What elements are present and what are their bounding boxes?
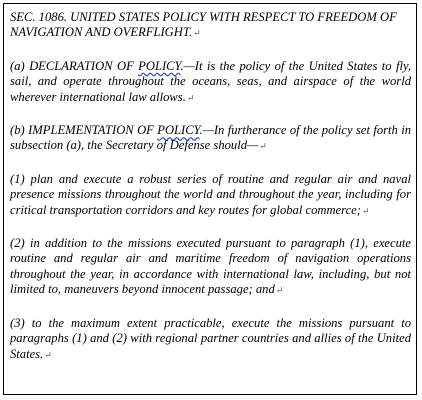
document-frame xyxy=(3,3,417,395)
paragraph-mark-icon: ↵ xyxy=(361,205,370,216)
subsection-b xyxy=(10,123,411,155)
subsection-a-dash: .— xyxy=(180,58,195,73)
subsection-a-text: It is the policy of the United States to fly, sail, and operate throughout the oceans, seas, and airspace of the world wherever international law allows. xyxy=(10,58,411,104)
paragraph-mark-icon: ↵ xyxy=(275,285,284,296)
subsection-b-lead: (b) IMPLEMENTATION OF xyxy=(10,123,158,138)
subsection-a-lead: (a) DECLARATION OF xyxy=(10,58,139,73)
subsection-a-term: POLICY xyxy=(138,58,181,73)
paragraph-mark-icon: ↵ xyxy=(186,92,195,103)
paragraph-mark-icon: ↵ xyxy=(44,349,52,360)
paragraph-2 xyxy=(10,236,411,299)
subsection-a xyxy=(10,59,411,106)
section-heading-text: SEC. 1086. UNITED STATES POLICY WITH RESPECT TO FREEDOM OF NAVIGATION AND OVERFLIGHT. xyxy=(10,10,397,40)
paragraph-3-text: (3) to the maximum extent practicable, execute the missions pursuant to paragraphs (1) and (2) with regional partner countries and allies of the United States. xyxy=(10,315,411,361)
paragraph-2-text: (2) in addition to the missions executed pursuant to paragraph (1), execute routine and regular air and maritime freedom of navigation operations throughout the year, in accordance with international law, including, but not limited to, maneuvers beyond innocent passage; and xyxy=(10,236,411,297)
paragraph-mark-icon: ↵ xyxy=(259,141,267,152)
subsection-b-text: In furtherance of the policy set forth in subsection (a), the Secretary of Defense should— xyxy=(10,123,411,153)
paragraph-1 xyxy=(10,172,411,219)
paragraph-3 xyxy=(10,316,411,363)
subsection-b-term: POLICY xyxy=(157,123,200,138)
subsection-b-dash: .— xyxy=(199,123,214,138)
paragraph-mark-icon: ↵ xyxy=(193,28,201,39)
section-heading xyxy=(10,10,411,42)
paragraph-1-text: (1) plan and execute a robust series of routine and regular air and naval presence missions throughout the world and throughout the year, including for critical transportation corridors and key routes for global commerce; xyxy=(10,171,411,217)
